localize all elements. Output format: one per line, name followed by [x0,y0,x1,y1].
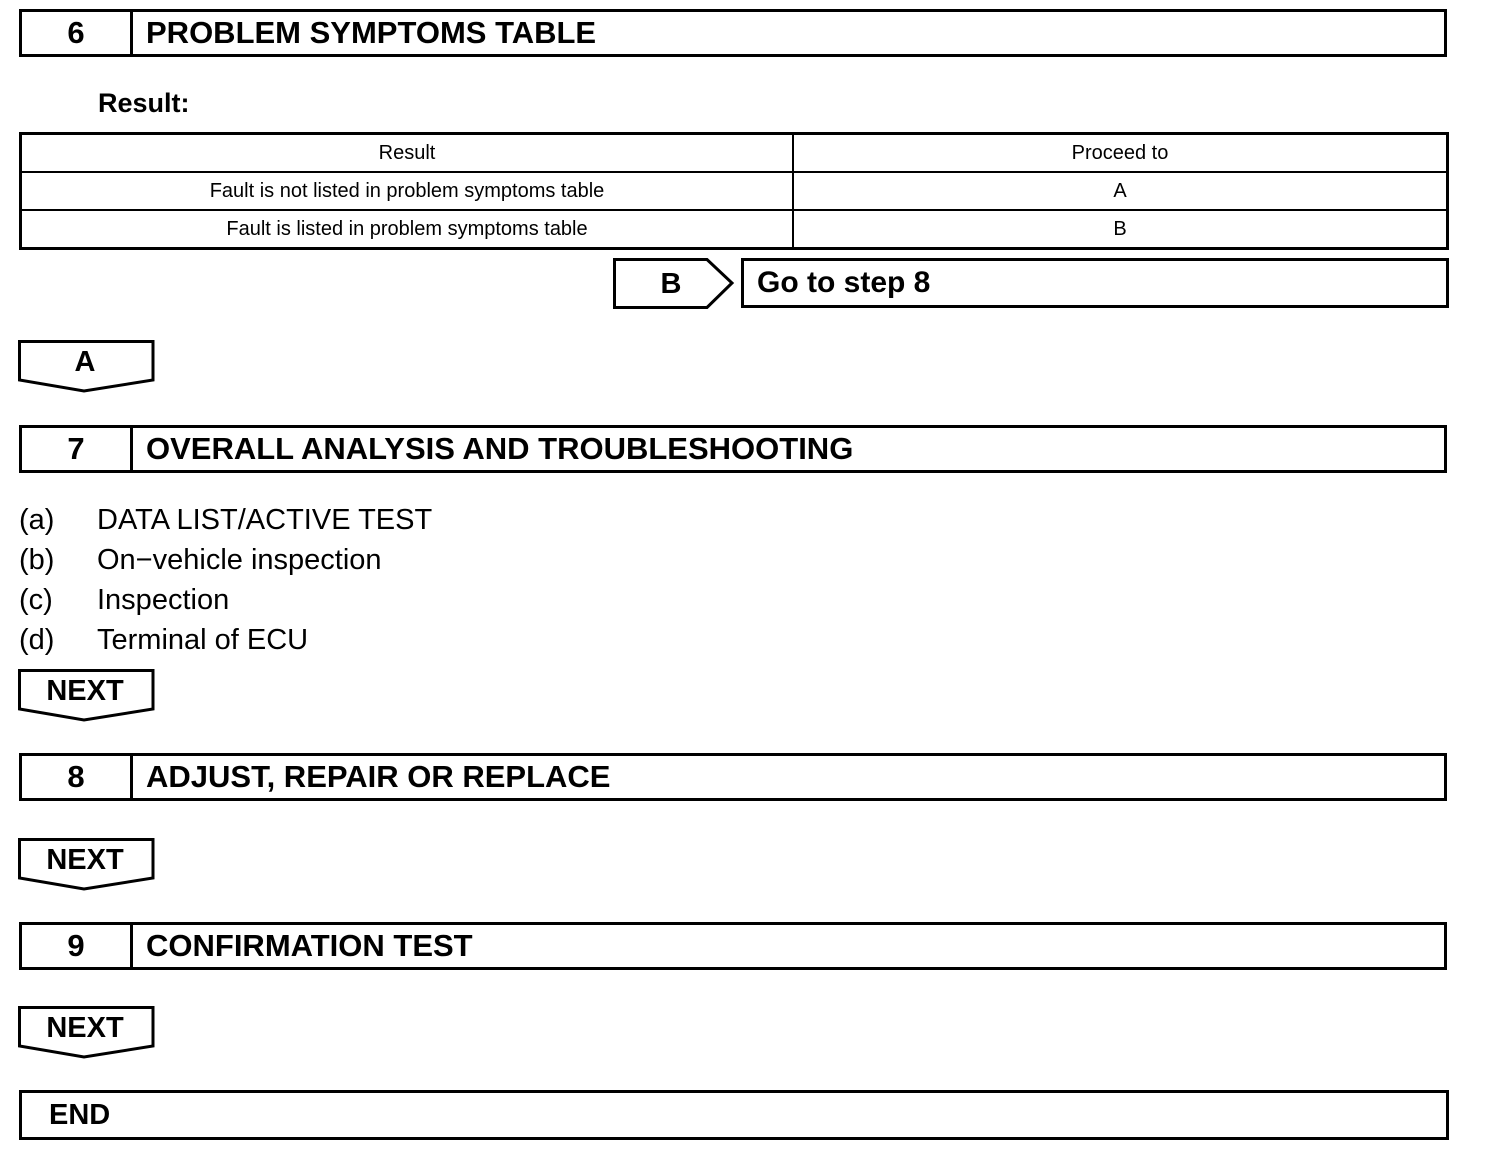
next-label: NEXT [46,674,124,707]
list-item-text: Inspection [97,584,230,616]
next-flag-step-8[interactable] [18,838,156,892]
table-cell-result: Fault is listed in problem symptoms table [21,210,794,249]
step-7-header [19,425,1447,473]
list-item-label: (d) [19,624,55,656]
step-9-header [19,922,1447,970]
list-item-label: (b) [19,544,55,576]
list-item [19,500,432,540]
table-row [21,172,1448,210]
list-item [19,580,229,620]
table-header-row [21,134,1448,173]
list-item-label: (a) [19,504,55,536]
result-label: Result: [98,88,190,118]
list-item-text: On−vehicle inspection [97,544,382,576]
branch-a-label: A [74,345,96,378]
table-cell-proceed: B [793,210,1448,249]
list-item-text: Terminal of ECU [97,624,309,656]
list-item-label: (c) [19,584,53,616]
end-box: END [19,1090,1449,1140]
step-6-title: PROBLEM SYMPTOMS TABLE [146,15,597,50]
step-9-number: 9 [22,925,133,967]
result-table [19,132,1449,250]
branch-b-arrow-icon[interactable] [613,257,739,311]
goto-step-8-box[interactable]: Go to step 8 [741,258,1449,308]
next-label: NEXT [46,843,124,876]
step-7-number: 7 [22,428,133,470]
column-header-proceed-to: Proceed to [793,134,1448,173]
step-8-header [19,753,1447,801]
column-header-result: Result [21,134,794,173]
next-flag-step-7[interactable] [18,669,156,723]
table-row [21,210,1448,249]
step-8-title: ADJUST, REPAIR OR REPLACE [146,759,611,794]
step-6-header [19,9,1447,57]
step-7-title: OVERALL ANALYSIS AND TROUBLESHOOTING [146,431,854,466]
next-flag-step-9[interactable] [18,1006,156,1060]
list-item-text: DATA LIST/ACTIVE TEST [97,504,433,536]
branch-a-flag[interactable] [18,340,156,394]
step-6-number: 6 [22,12,133,54]
branch-b-label: B [660,268,682,300]
list-item [19,540,382,580]
step-9-title: CONFIRMATION TEST [146,928,473,963]
table-cell-result: Fault is not listed in problem symptoms table [21,172,794,210]
next-label: NEXT [46,1011,124,1044]
table-cell-proceed: A [793,172,1448,210]
step-8-number: 8 [22,756,133,798]
list-item [19,620,308,660]
